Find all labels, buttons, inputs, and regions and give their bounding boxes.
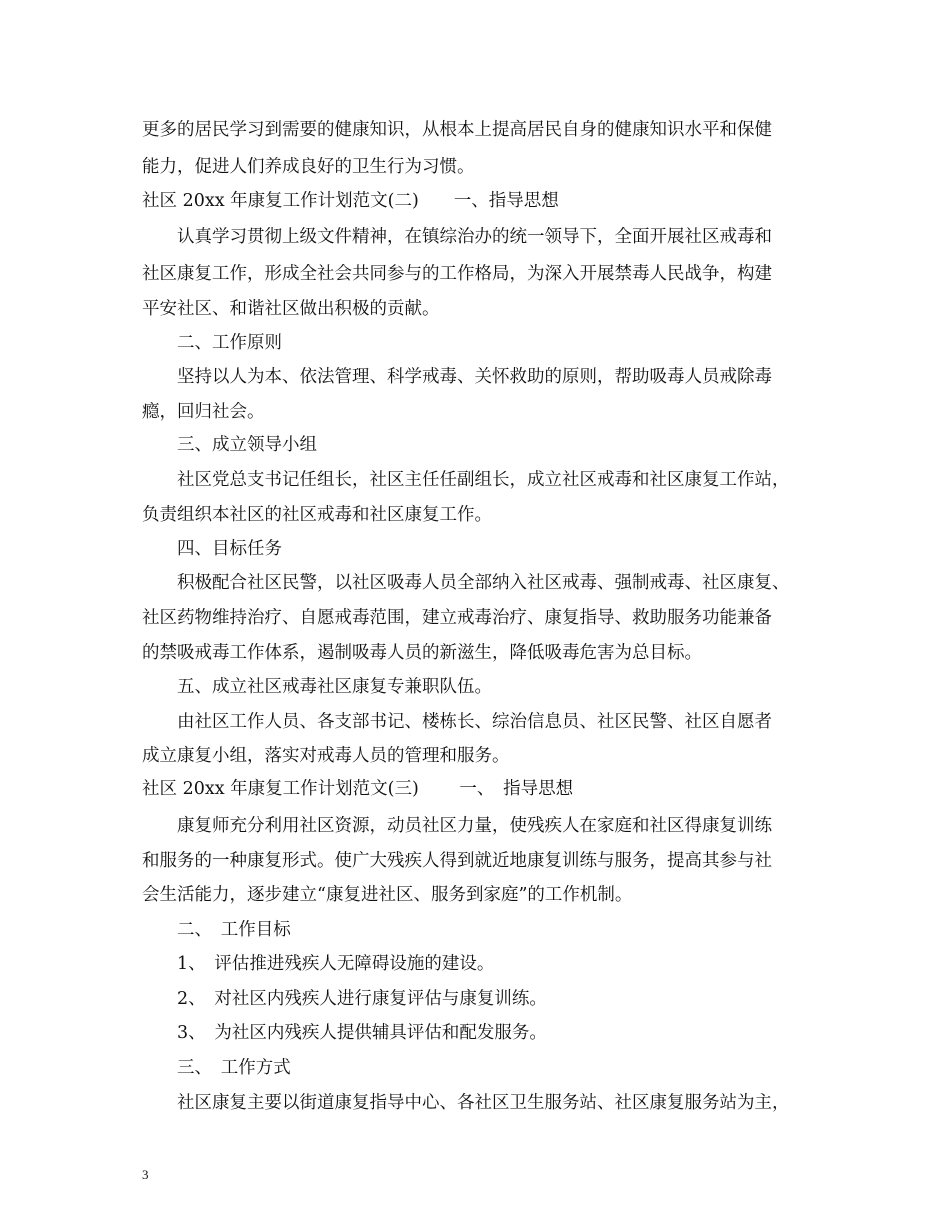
page-number: 3 — [142, 1167, 149, 1182]
section-heading: 社区 20xx 年康复工作计划范文(三) 一、 指导思想 — [142, 779, 574, 799]
subsection-heading: 二、 工作目标 — [177, 920, 291, 940]
list-item: 2、 对社区内残疾人进行康复评估与康复训练。 — [177, 989, 547, 1009]
paragraph-line: 能力，促进人们养成良好的卫生行为习惯。 — [142, 157, 475, 177]
section-heading: 社区 20xx 年康复工作计划范文(二) 一、指导思想 — [142, 191, 559, 211]
subsection-heading: 三、成立领导小组 — [177, 435, 317, 455]
paragraph-line: 社区药物维持治疗、自愿戒毒范围，建立戒毒治疗、康复指导、救助服务功能兼备 — [142, 608, 772, 628]
paragraph-line: 成立康复小组，落实对戒毒人员的管理和服务。 — [142, 746, 510, 766]
paragraph-line: 和服务的一种康复形式。使广大残疾人得到就近地康复训练与服务，提高其参与社 — [142, 851, 772, 871]
subsection-heading: 二、工作原则 — [177, 333, 282, 353]
subsection-heading: 五、成立社区戒毒社区康复专兼职队伍。 — [177, 677, 492, 697]
list-item: 1、 评估推进残疾人无障碍设施的建设。 — [177, 954, 495, 974]
paragraph-line: 坚持以人为本、依法管理、科学戒毒、关怀救助的原则，帮助吸毒人员戒除毒 — [177, 367, 772, 387]
paragraph-line: 社区党总支书记任组长，社区主任任副组长，成立社区戒毒和社区康复工作站， — [177, 470, 790, 490]
paragraph-line: 社区康复主要以街道康复指导中心、各社区卫生服务站、社区康复服务站为主， — [177, 1093, 790, 1113]
paragraph-line: 由社区工作人员、各支部书记、楼栋长、综治信息员、社区民警、社区自愿者 — [177, 712, 772, 732]
paragraph-line: 平安社区、和谐社区做出积极的贡献。 — [142, 299, 440, 319]
paragraph-line: 积极配合社区民警，以社区吸毒人员全部纳入社区戒毒、强制戒毒、社区康复、 — [177, 573, 790, 593]
subsection-heading: 三、 工作方式 — [177, 1058, 291, 1078]
paragraph-line: 康复师充分利用社区资源，动员社区力量，使残疾人在家庭和社区得康复训练 — [177, 816, 772, 836]
paragraph-line: 负责组织本社区的社区戒毒和社区康复工作。 — [142, 505, 492, 525]
paragraph-line: 更多的居民学习到需要的健康知识，从根本上提高居民自身的健康知识水平和保健 — [142, 120, 772, 140]
list-item: 3、 为社区内残疾人提供辅具评估和配发服务。 — [177, 1023, 547, 1043]
paragraph-line: 社区康复工作，形成全社会共同参与的工作格局，为深入开展禁毒人民战争，构建 — [142, 264, 772, 284]
subsection-heading: 四、目标任务 — [177, 539, 282, 559]
paragraph-line: 会生活能力，逐步建立“康复进社区、服务到家庭”的工作机制。 — [142, 885, 633, 905]
paragraph-line: 认真学习贯彻上级文件精神，在镇综治办的统一领导下，全面开展社区戒毒和 — [177, 227, 772, 247]
paragraph-line: 的禁吸戒毒工作体系，遏制吸毒人员的新滋生，降低吸毒危害为总目标。 — [142, 643, 702, 663]
paragraph-line: 瘾，回归社会。 — [142, 402, 265, 422]
